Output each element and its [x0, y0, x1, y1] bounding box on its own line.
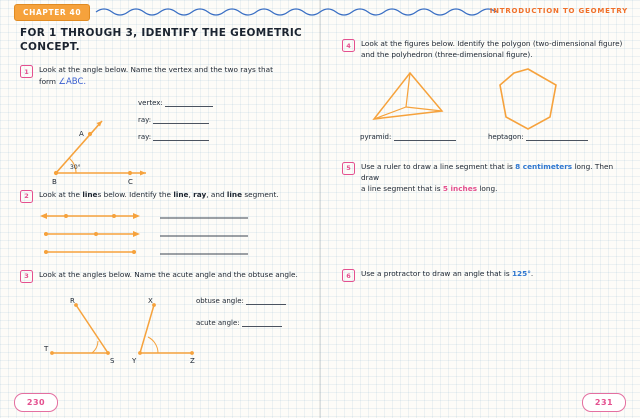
question-5-line-d: long.	[479, 184, 498, 194]
question-4-line-b: and the polyhedron (three-dimensional figure).	[361, 50, 533, 60]
label-point-a: A	[79, 129, 84, 138]
question-6-line-a: Use a protractor to draw an angle that is	[361, 269, 510, 279]
question-1-line-b: form	[39, 76, 57, 86]
question-number-1: 1	[20, 65, 33, 78]
answer-vertex	[138, 99, 213, 107]
label-point-y: Y	[132, 356, 137, 365]
question-1-text	[39, 64, 273, 88]
question-1-line-a: Look at the angle below. Name the vertex and the two rays that	[39, 65, 273, 75]
label-point-b: B	[52, 177, 57, 186]
label-point-x: X	[148, 296, 153, 305]
answer-acute-angle-label: acute angle:	[196, 318, 240, 327]
answer-obtuse-angle-blank[interactable]	[246, 297, 286, 305]
answer-ray-2-label: ray:	[138, 132, 152, 141]
answer-vertex-blank[interactable]	[165, 99, 213, 107]
question-3-figure-area	[20, 291, 308, 369]
angle-abc-label: ∠ABC.	[58, 76, 87, 87]
answer-pyramid-label: pyramid:	[360, 132, 392, 141]
answer-pyramid-blank[interactable]	[394, 133, 456, 141]
question-1	[20, 64, 308, 88]
question-3	[20, 269, 308, 283]
answer-ray-1-blank[interactable]	[153, 116, 209, 124]
question-4-line-a: Look at the figures below. Identify the polygon (two-dimensional figure)	[361, 39, 623, 48]
question-5-text	[361, 161, 630, 195]
question-number-5: 5	[342, 162, 355, 175]
question-3-text: Look at the angles below. Name the acute angle and the obtuse angle.	[39, 269, 298, 279]
answer-ray-2-blank[interactable]	[153, 133, 209, 141]
wavy-divider-icon	[96, 5, 496, 19]
answer-heptagon-label: heptagon:	[488, 132, 524, 141]
question-number-4: 4	[342, 39, 355, 52]
answer-pyramid	[360, 133, 456, 141]
page-number-left: 230	[14, 393, 58, 412]
book-spine	[319, 0, 321, 418]
header-title: INTRODUCTION TO GEOMETRY	[489, 7, 628, 15]
question-5-value-a: 8 centimeters	[515, 161, 573, 171]
question-5-line-b: long. Then draw	[361, 161, 614, 182]
question-5	[342, 161, 630, 195]
question-6-text	[361, 268, 533, 279]
label-point-z: Z	[190, 356, 195, 365]
heptagon-figure-icon	[488, 65, 568, 135]
question-3-answers	[196, 297, 286, 336]
question-4	[342, 38, 630, 61]
page-header	[0, 0, 640, 22]
label-point-t: T	[44, 344, 49, 353]
answer-heptagon	[488, 133, 588, 141]
right-page-content	[342, 26, 630, 286]
answer-obtuse-angle	[196, 297, 286, 305]
question-1-figure-area	[20, 93, 308, 185]
answer-ray-1	[138, 116, 213, 124]
left-page-content	[20, 26, 308, 369]
pyramid-figure-icon	[366, 67, 456, 129]
answer-acute-angle-blank[interactable]	[242, 319, 282, 327]
label-angle-measure: 30°	[70, 163, 81, 171]
question-2-answer-lines[interactable]	[160, 209, 250, 261]
question-2-text: Look at the lines below. Identify the line, ray, and line segment.	[39, 189, 279, 199]
answer-obtuse-angle-label: obtuse angle:	[196, 296, 244, 305]
question-5-line-a: Use a ruler to draw a line segment that is	[361, 161, 513, 171]
answer-vertex-label: vertex:	[138, 98, 163, 107]
answer-ray-2	[138, 133, 213, 141]
question-6	[342, 268, 630, 282]
question-5-line-c: a line segment that is	[361, 184, 441, 194]
question-1-answers	[138, 99, 213, 150]
label-point-s: S	[110, 356, 115, 365]
chapter-tab: CHAPTER 40	[14, 4, 90, 21]
label-point-c: C	[128, 177, 133, 186]
question-2	[20, 189, 308, 203]
answer-acute-angle	[196, 319, 286, 327]
obtuse-angle-figure-icon	[120, 295, 200, 367]
question-number-3: 3	[20, 270, 33, 283]
lines-figure-icon	[36, 209, 146, 261]
answer-heptagon-blank[interactable]	[526, 133, 588, 141]
question-5-value-b: 5 inches	[442, 184, 478, 194]
page-number-right: 231	[582, 393, 626, 412]
question-number-2: 2	[20, 190, 33, 203]
question-4-text	[361, 38, 622, 61]
acute-angle-figure-icon	[42, 295, 122, 367]
question-4-figure-area	[342, 65, 630, 151]
label-point-r: R	[70, 296, 75, 305]
question-2-figure-area	[20, 209, 308, 263]
question-6-value: 125°	[511, 269, 531, 279]
answer-ray-1-label: ray:	[138, 115, 152, 124]
page-title: FOR 1 THROUGH 3, IDENTIFY THE GEOMETRIC CONCEPT.	[20, 27, 303, 54]
question-number-6: 6	[342, 269, 355, 282]
question-6-line-b: .	[530, 269, 534, 279]
